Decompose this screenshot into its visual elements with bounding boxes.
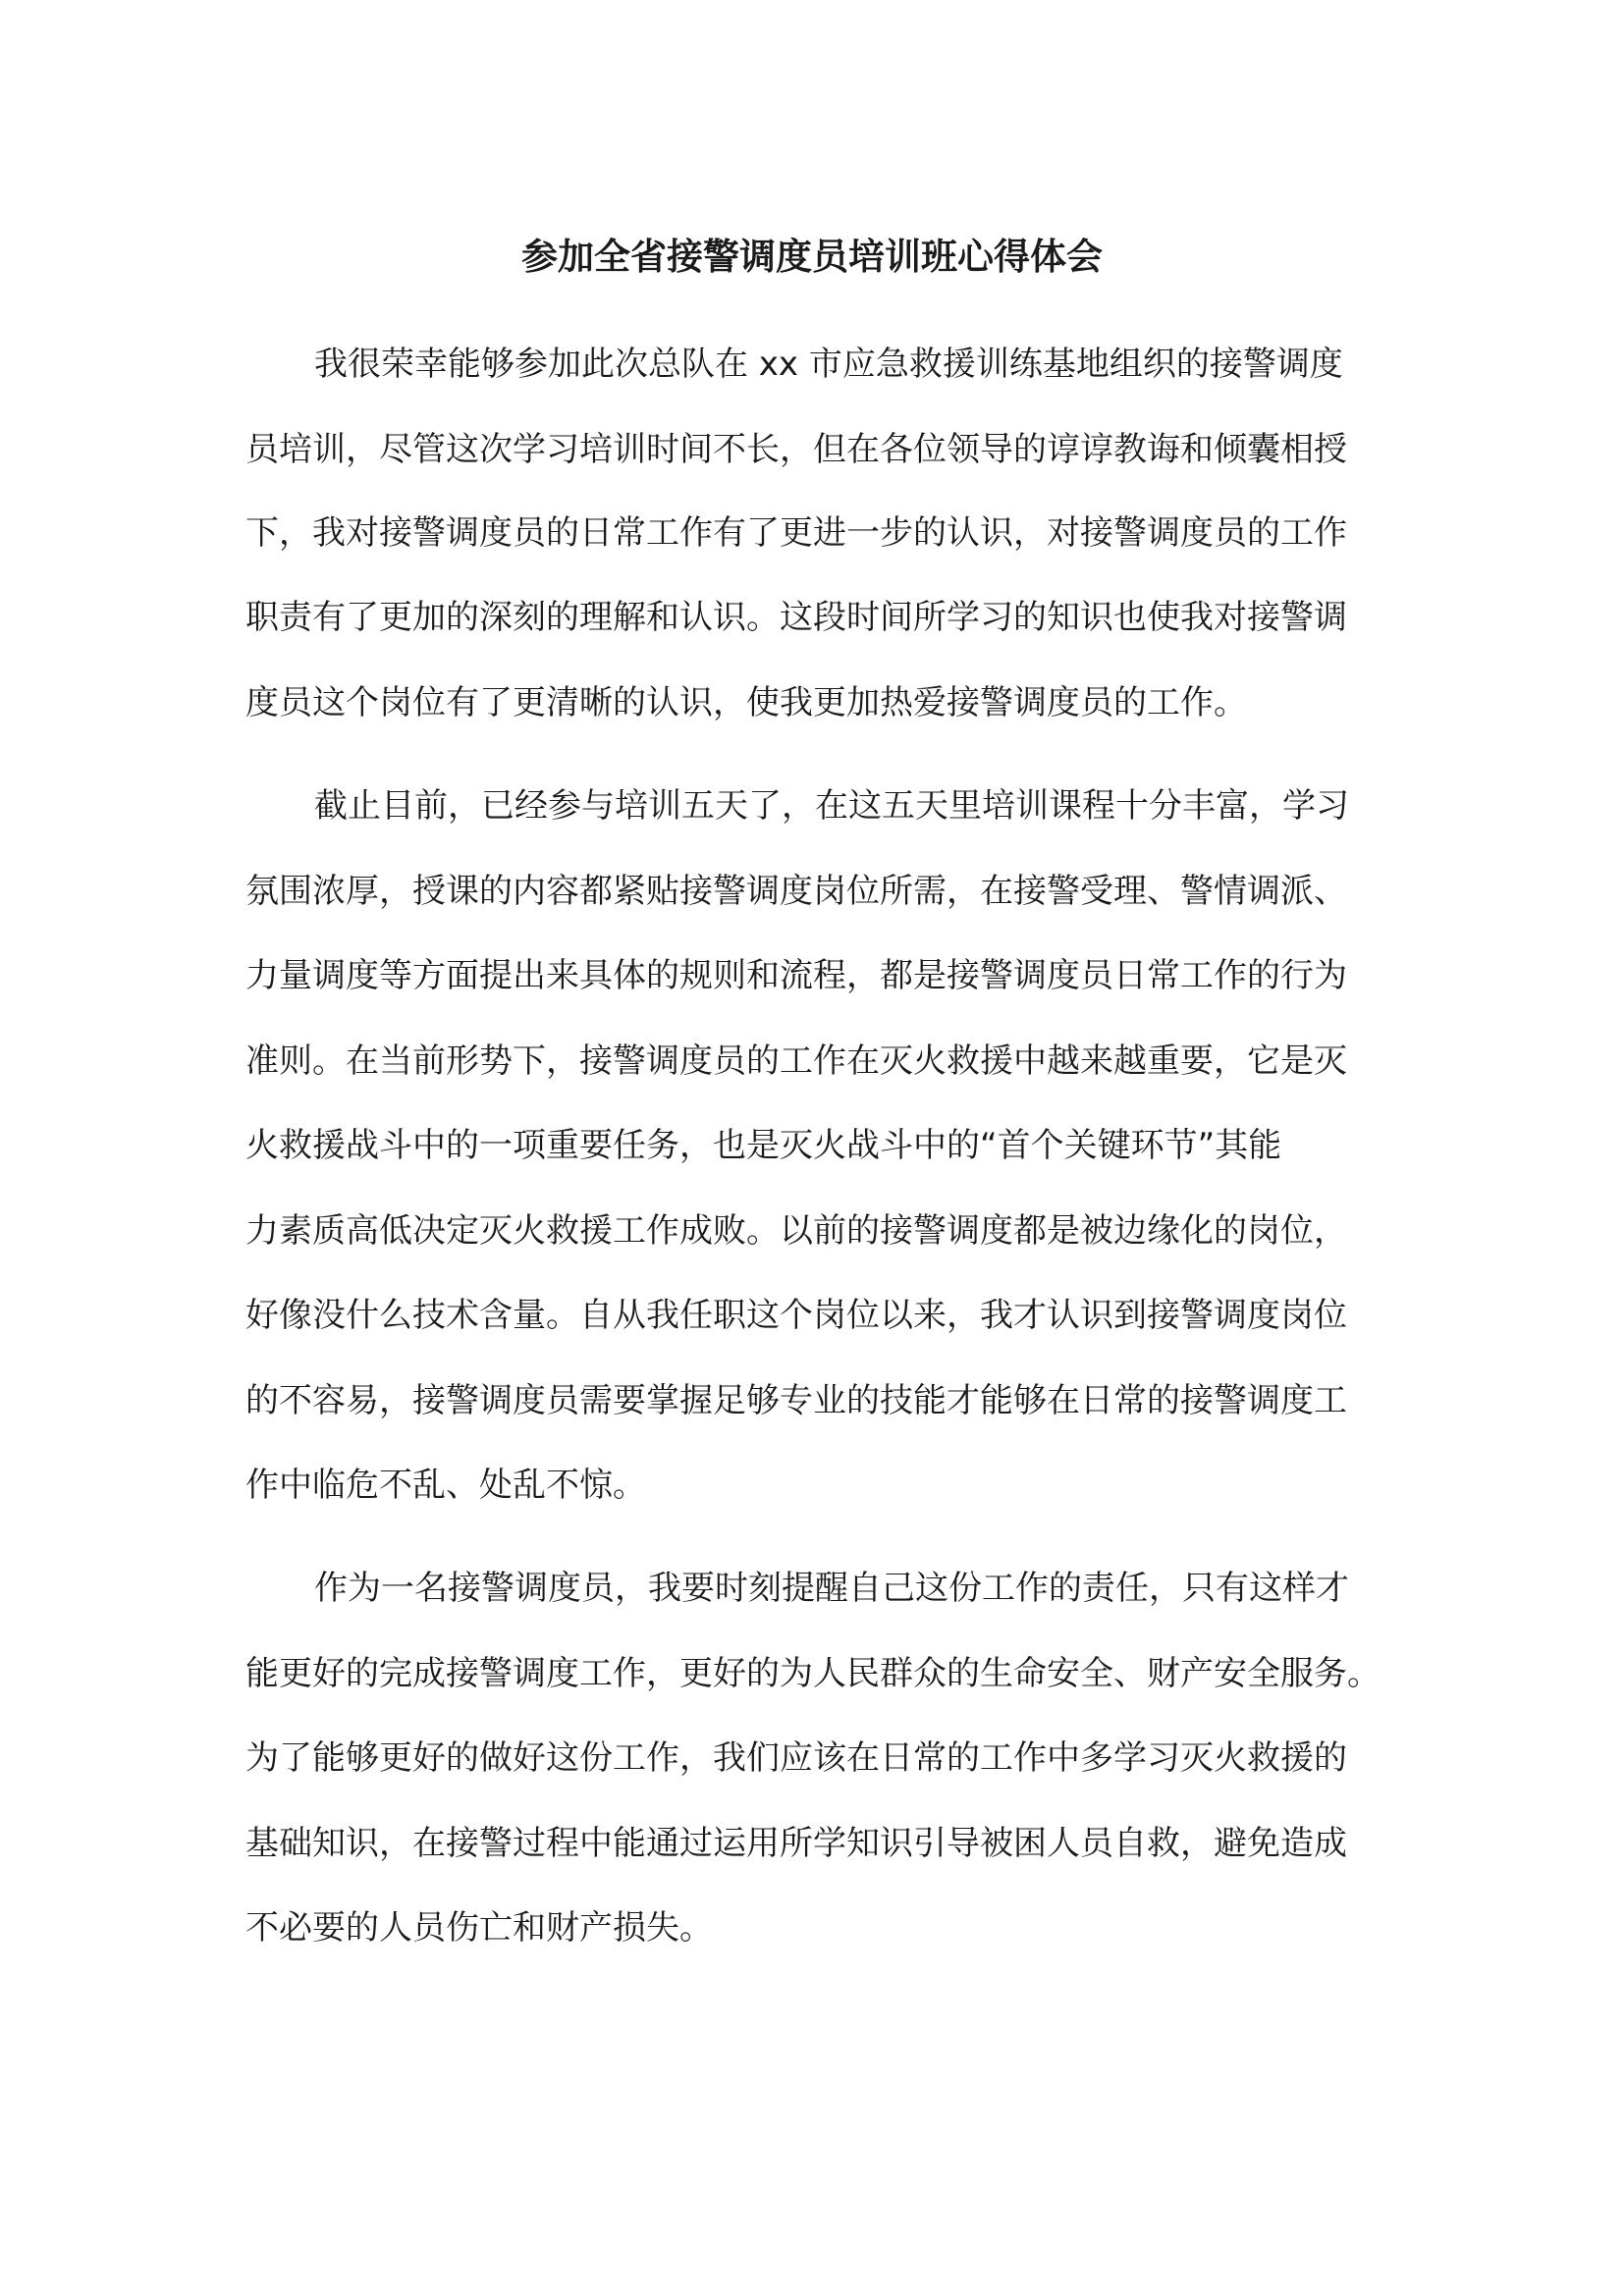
paragraph-2-line-8: 的不容易，接警调度员需要掌握足够专业的技能才能够在日常的接警调度工	[245, 1381, 1347, 1420]
paragraph-3-line-4: 基础知识，在接警过程中能通过运用所学知识引导被困人员自救，避免造成	[245, 1824, 1347, 1863]
paragraph-3-line-5: 不必要的人员伤亡和财产损失。	[245, 1908, 713, 1948]
paragraph-1-line-2: 员培训，尽管这次学习培训时间不长，但在各位领导的谆谆教诲和倾囊相授	[245, 430, 1347, 469]
paragraph-2-line-5: 火救援战斗中的一项重要任务，也是灭火战斗中的“首个关键环节”其能	[245, 1126, 1282, 1165]
paragraph-3-line-3: 为了能够更好的做好这份工作，我们应该在日常的工作中多学习灭火救援的	[245, 1738, 1347, 1778]
paragraph-2-line-1: 截止目前，已经参与培训五天了，在这五天里培训课程十分丰富，学习	[314, 786, 1349, 826]
paragraph-1-line-1: 我很荣幸能够参加此次总队在 xx 市应急救援训练基地组织的接警调度	[314, 345, 1343, 384]
paragraph-2-line-2: 氛围浓厚，授课的内容都紧贴接警调度岗位所需，在接警受理、警情调派、	[245, 872, 1347, 911]
paragraph-2-line-7: 好像没什么技术含量。自从我任职这个岗位以来，我才认识到接警调度岗位	[245, 1296, 1347, 1335]
paragraph-1-line-3: 下，我对接警调度员的日常工作有了更进一步的认识，对接警调度员的工作	[245, 513, 1347, 553]
paragraph-2-line-9: 作中临危不乱、处乱不惊。	[245, 1466, 646, 1505]
paragraph-1-line-4: 职责有了更加的深刻的理解和认识。这段时间所学习的知识也使我对接警调	[245, 598, 1347, 637]
paragraph-2-line-4: 准则。在当前形势下，接警调度员的工作在灭火救援中越来越重要，它是灭	[245, 1041, 1347, 1081]
paragraph-2-line-6: 力素质高低决定灭火救援工作成败。以前的接警调度都是被边缘化的岗位，	[245, 1211, 1347, 1251]
paragraph-2-line-3: 力量调度等方面提出来具体的规则和流程，都是接警调度员日常工作的行为	[245, 956, 1347, 995]
document-title: 参加全省接警调度员培训班心得体会	[521, 236, 1103, 278]
paragraph-3-line-1: 作为一名接警调度员，我要时刻提醒自己这份工作的责任，只有这样才	[314, 1569, 1349, 1608]
paragraph-1-line-5: 度员这个岗位有了更清晰的认识，使我更加热爱接警调度员的工作。	[245, 683, 1247, 722]
paragraph-3-line-2: 能更好的完成接警调度工作，更好的为人民群众的生命安全、财产安全服务。	[245, 1654, 1380, 1693]
